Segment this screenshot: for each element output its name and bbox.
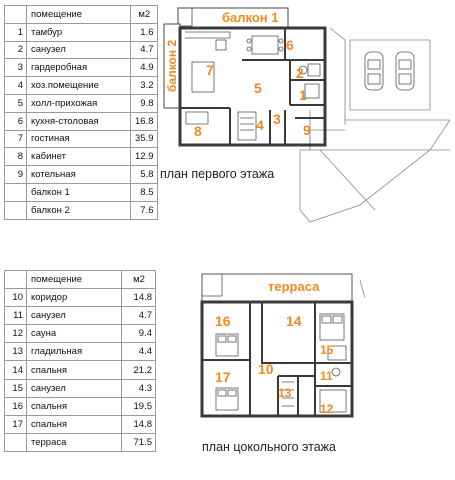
room-area-cell: 7.6 [131,201,158,219]
room-number-9: 9 [303,122,311,138]
balcony-1-label: балкон 1 [222,10,279,25]
room-name-cell: холл-прихожая [27,94,131,112]
room-area-cell: 1.6 [131,23,158,41]
room-area-cell: 4.7 [131,41,158,59]
room-number-2: 2 [296,65,304,81]
room-number-cell: 1 [5,23,27,41]
table-row [5,433,156,451]
table-row [5,415,156,433]
table-row [5,379,156,397]
table-row [5,397,156,415]
room-name-cell: гладильная [27,343,122,361]
header-name: помещение [27,6,131,24]
room-area-cell: 14.8 [122,415,156,433]
balcony-2-label: балкон 2 [165,39,179,92]
room-number-16: 16 [215,313,231,329]
table-row [5,183,158,201]
room-name-cell: терраса [27,433,122,451]
room-number-1: 1 [299,87,307,103]
room-area-cell: 19.5 [122,397,156,415]
first-floor-plan [160,0,455,235]
table-row [5,41,158,59]
room-area-cell: 4.9 [131,59,158,77]
header-number [5,271,27,289]
room-number-cell: 7 [5,130,27,148]
room-area-cell: 14.8 [122,289,156,307]
room-name-cell: балкон 1 [27,183,131,201]
room-number-cell: 14 [5,361,27,379]
table-row [5,94,158,112]
room-name-cell: тамбур [27,23,131,41]
room-area-cell: 9.4 [122,325,156,343]
room-name-cell: спальня [27,397,122,415]
room-area-cell: 3.2 [131,77,158,95]
table-header-row [5,271,156,289]
room-number-14: 14 [286,313,302,329]
room-number-cell [5,183,27,201]
room-name-cell: хоз.помещение [27,77,131,95]
room-number-cell [5,201,27,219]
room-number-cell: 12 [5,325,27,343]
table-row [5,112,158,130]
room-number-15: 15 [320,343,334,357]
table-row [5,361,156,379]
first-floor-rooms-table [4,5,158,220]
room-name-cell: котельная [27,166,131,184]
parking-cars [365,52,414,90]
room-number-4: 4 [256,117,264,133]
room-area-cell: 4.4 [122,343,156,361]
room-name-cell: кабинет [27,148,131,166]
room-name-cell: санузел [27,379,122,397]
room-number-cell: 6 [5,112,27,130]
table-row [5,201,158,219]
room-number-6: 6 [286,37,294,53]
room-number-3: 3 [273,111,281,127]
room-number-cell: 8 [5,148,27,166]
table-row [5,325,156,343]
room-number-cell: 13 [5,343,27,361]
terrace-label: терраса [268,279,320,294]
room-number-cell [5,433,27,451]
basement-rooms-table [4,270,156,452]
header-name: помещение [27,271,122,289]
room-name-cell: санузел [27,41,131,59]
room-number-cell: 17 [5,415,27,433]
room-number-cell: 16 [5,397,27,415]
room-area-cell: 4.7 [122,307,156,325]
table-row [5,166,158,184]
header-number [5,6,27,24]
room-area-cell: 9.8 [131,94,158,112]
table-row [5,23,158,41]
room-name-cell: санузел [27,307,122,325]
room-number-cell: 10 [5,289,27,307]
table-row [5,130,158,148]
room-area-cell: 35.9 [131,130,158,148]
header-area: м2 [122,271,156,289]
room-name-cell: кухня-столовая [27,112,131,130]
room-number-cell: 11 [5,307,27,325]
room-name-cell: спальня [27,361,122,379]
basement-floor-plan [190,268,370,428]
table-row [5,148,158,166]
table-row [5,307,156,325]
room-number-cell: 2 [5,41,27,59]
room-number-8: 8 [194,123,202,139]
header-area: м2 [131,6,158,24]
room-name-cell: коридор [27,289,122,307]
furniture [185,32,320,140]
table-row [5,59,158,77]
room-number-cell: 15 [5,379,27,397]
room-number-7: 7 [206,62,214,78]
table-header-row [5,6,158,24]
room-name-cell: сауна [27,325,122,343]
room-number-cell: 5 [5,94,27,112]
room-area-cell: 16.8 [131,112,158,130]
room-number-10: 10 [258,361,274,377]
room-name-cell: балкон 2 [27,201,131,219]
room-number-17: 17 [215,369,231,385]
room-number-cell: 3 [5,59,27,77]
room-area-cell: 12.9 [131,148,158,166]
room-number-13: 13 [278,386,292,400]
room-number-11: 11 [320,369,333,383]
room-number-cell: 9 [5,166,27,184]
table-row [5,343,156,361]
room-area-cell: 8.5 [131,183,158,201]
first-floor-caption: план первого этажа [160,167,275,181]
room-area-cell: 4.3 [122,379,156,397]
room-number-cell: 4 [5,77,27,95]
room-name-cell: гостиная [27,130,131,148]
room-area-cell: 5.8 [131,166,158,184]
room-name-cell: спальня [27,415,122,433]
room-area-cell: 21.2 [122,361,156,379]
table-row [5,289,156,307]
basement-floor-caption: план цокольного этажа [202,440,336,454]
room-area-cell: 71.5 [122,433,156,451]
room-number-5: 5 [254,80,262,96]
room-number-12: 12 [320,402,334,416]
table-row [5,77,158,95]
room-name-cell: гардеробная [27,59,131,77]
